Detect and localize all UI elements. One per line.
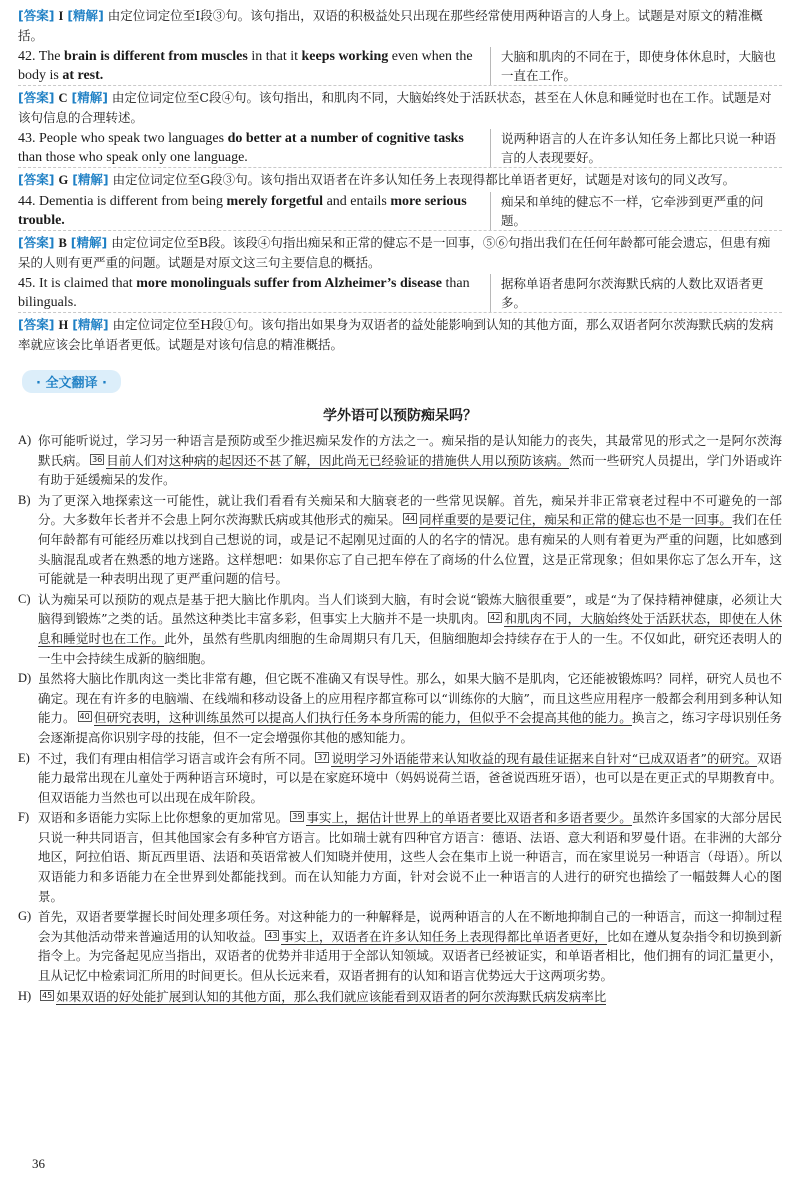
paragraph-label: E) xyxy=(18,750,30,765)
question-text: even when the body is xyxy=(18,49,473,83)
key-phrase: brain is different from muscles xyxy=(64,49,248,64)
analysis-tag: [ 精解 ] xyxy=(71,235,107,250)
paragraph-text xyxy=(38,491,782,589)
paragraph-label: G) xyxy=(18,909,32,924)
paragraph-sentence: 虽然许多国家的大部分居民只说一种共同语言，但其他国家会有多种官方语言。比如瑞士就有四种官方语言：德语、法语、意大利语和罗曼什语。在非洲的大部分地区，阿拉伯语、斯瓦西里语、法语和英语常被人们知晓并使用，这些人会在集市上说一种语言，而在家里说另一种语言（母语）。所以双语能力和多语能力在全世界到处都能找到。而在认知能力方面，针对会说不止一种语言的人进行的研究也描绘了一幅鼓舞人心的图景。 xyxy=(38,810,782,904)
paragraph-sentence: 首先，双语者要掌握长时间处理多项任务。对这种能力的一种解释是，说两种语言的人在不断地抑制自己的一种语言，而这一抑制过程会为其他活动带来普遍适用的认知收益。 xyxy=(38,909,782,944)
question-text: People who speak two languages xyxy=(39,131,228,146)
underlined-sentence: 同样重要的是要记住，痴呆和正常的健忘也不是一回事。 xyxy=(419,512,732,528)
question-chinese: 痴呆和单纯的健忘不一样，它牵涉到更严重的问题。 xyxy=(501,194,764,228)
question-number: 44. xyxy=(18,194,39,209)
translation-paragraph xyxy=(18,808,782,906)
underlined-sentence: 事实上，据估计世界上的单语者要比双语者和多语者要少。 xyxy=(306,810,632,826)
analysis-tag: [ 精解 ] xyxy=(67,8,103,23)
question-marker: 44 xyxy=(404,514,416,524)
translation-paragraph xyxy=(18,987,782,1007)
answer-line xyxy=(18,88,782,127)
analysis-text: 由定位词定位至H段①句。该句指出如果身为双语者的益处能影响到认知的其他方面，那么双语者阿尔茨海默氏病的发病率就应该会比单语者更低。试题是对该句信息的精准概括。 xyxy=(18,317,774,352)
question-marker: 40 xyxy=(79,712,90,722)
paragraph-sentence: 比如在遵从复杂指令和切换到新指令上。为完备起见应当指出，双语者的优势并非适用于全部认知领域。双语者已经被证实，和单语者相比，他们拥有的词汇量更小，且从记忆中检索词汇所用的时间更长。但从长远来看，双语者拥有的认知和语言优势远大于这两项劣势。 xyxy=(38,928,782,984)
paragraph-sentence: 换言之，练习字母识别任务会逐渐提高你识别字母的技能，但不一定会增强你其他的感知能力。 xyxy=(38,710,782,745)
key-phrase: merely forgetful xyxy=(226,194,324,209)
page-content xyxy=(18,6,782,1007)
answer-tag: [ 答案 ] xyxy=(18,172,54,187)
question-chinese: 大脑和肌肉的不同在于，即使身体休息时，大脑也一直在工作。 xyxy=(501,49,777,83)
underlined-sentence: 事实上，双语者在许多认知任务上表现得都比单语者更好， xyxy=(281,928,607,944)
underlined-sentence: 说明学习外语能带来认知收益的现有最佳证据来自针对“已成双语者”的研究。 xyxy=(331,750,757,766)
paragraph-sentence: 我们在任何年龄都有可能经历难以找到自己想说的词，或是记不起刚见过面的人的名字的情况。患有痴呆的人则有着更为严重的问题，比如感到头脑混乱或者在熟悉的地方迷路。这样想吧：如果你忘了自己把车停在了商场的什么位置，这是正常现象；但如果你忘了怎么开车，这可能就是一种表明出现了更严重问题的信号。 xyxy=(38,512,782,587)
answer-line xyxy=(18,315,782,354)
paragraph-label: H) xyxy=(18,988,32,1003)
question-english xyxy=(18,129,491,167)
page-number: 36 xyxy=(32,1156,45,1171)
paragraph-label: D) xyxy=(18,671,32,686)
question-marker: 36 xyxy=(92,454,103,464)
paragraph-label: B) xyxy=(18,492,31,507)
answer-tag: [ 答案 ] xyxy=(18,90,54,105)
question-marker: 42 xyxy=(490,613,501,623)
paragraph-text xyxy=(38,431,782,490)
analysis-text: 由定位词定位至C段④句。该句指出，和肌肉不同，大脑始终处于活跃状态，甚至在人休息和睡觉时也在工作。试题是对该句信息的合理转述。 xyxy=(18,90,772,125)
answer-tag: [ 答案 ] xyxy=(18,235,54,250)
question-row xyxy=(18,129,782,168)
answer-tag: [ 答案 ] xyxy=(18,317,54,332)
paragraph-text xyxy=(38,987,782,1007)
paragraph-sentence: 你可能听说过，学习另一种语言是预防或至少推迟痴呆发作的方法之一。痴呆指的是认知能力的丧失，其最常见的形式之一是阿尔茨海默氏病。 xyxy=(38,433,782,468)
section-label: · 全文翻译 · xyxy=(22,370,121,393)
answer-letter: G xyxy=(58,173,69,187)
paragraph-sentence: 不过，我们有理由相信学习语言或许会有所不同。 xyxy=(38,750,314,766)
key-phrase: do better at a number of cognitive tasks xyxy=(227,131,464,146)
paragraph-sentence: 为了更深入地探索这一可能性，就让我们看看有关痴呆和大脑衰老的一些常见误解。首先，痴呆并非正常衰老过程中不可避免的一部分。大多数年长者并不会患上阿尔茨海默氏病或其他形式的痴呆。 xyxy=(38,492,782,528)
question-chinese: 据称单语者患阿尔茨海默氏病的人数比双语者更多。 xyxy=(501,276,764,310)
translation-paragraph xyxy=(18,669,782,747)
paragraph-text xyxy=(38,669,782,747)
underlined-sentence: 如果双语的好处能扩展到认知的其他方面，那么我们就应该能看到双语者的阿尔茨海默氏病发病率比 xyxy=(56,988,607,1004)
question-english xyxy=(18,274,491,312)
translation-paragraph xyxy=(18,590,782,668)
translation-title: 学外语可以预防痴呆吗？ xyxy=(323,408,477,424)
paragraph-sentence: 双语能力最常出现在儿童处于两种语言环境时，可以是在家庭环境中（妈妈说荷兰语，爸爸说西班牙语），也可以是在更正式的早期教育中。但双语能力当然也可以出现在成年阶段。 xyxy=(38,750,782,805)
question-row xyxy=(18,47,782,86)
paragraph-text xyxy=(38,590,782,668)
underlined-sentence: 和肌肉不同，大脑始终处于活跃状态，即使在人休息和睡觉时也在工作。 xyxy=(38,611,782,646)
translation-paragraph xyxy=(18,907,782,985)
question-text: than bilinguals. xyxy=(18,276,470,310)
translation-paragraph xyxy=(18,491,782,589)
paragraph-sentence: 认为痴呆可以预防的观点是基于把大脑比作肌肉。当人们谈到大脑，有时会说“锻炼大脑很重要”，或是“为了保持精神健康，必须让大脑得到锻炼”之类的话。虽然这种类比丰富多彩，但事实上大脑并不是一块肌肉。 xyxy=(38,591,782,627)
paragraph-label: C) xyxy=(18,591,31,606)
question-row xyxy=(18,192,782,231)
answer-letter: H xyxy=(58,318,69,332)
question-number: 43. xyxy=(18,131,39,146)
key-phrase: at rest. xyxy=(62,68,104,83)
paragraph-label: A) xyxy=(18,433,32,447)
analysis-tag: [ 精解 ] xyxy=(72,172,108,187)
translation-paragraph xyxy=(18,749,782,808)
key-phrase: more serious trouble. xyxy=(18,194,467,228)
question-number: 45. xyxy=(18,276,39,291)
key-phrase: keeps working xyxy=(301,49,389,64)
question-marker: 43 xyxy=(267,930,278,940)
question-text: and entails xyxy=(323,194,391,209)
question-text: It is claimed that xyxy=(39,276,137,291)
answer-line xyxy=(18,6,782,45)
analysis-text: 由定位词定位至G段③句。该句指出双语者在许多认知任务上表现得都比单语者更好，试题是对该句的同义改写。 xyxy=(108,172,736,187)
question-number: 42. xyxy=(18,49,39,64)
analysis-text: 由定位词定位至B段。该段④句指出痴呆和正常的健忘不是一回事，⑤⑥句指出我们在任何年龄都可能会遗忘，但患有痴呆的人则有更严重的问题。试题是对原文这三句主要信息的概括。 xyxy=(18,235,771,270)
analysis-tag: [ 精解 ] xyxy=(71,90,107,105)
paragraph-sentence: 虽然将大脑比作肌肉这一类比非常有趣，但它既不准确又有误导性。那么，如果大脑不是肌肉，它还能被锻炼吗？同样，研究人员也不确定。现在有许多的电脑端、在线端和移动设备上的应用程序都宣称可以“训练你的大脑”，而且这些应用程序一般都会利用到多种认知能力。 xyxy=(38,671,782,726)
question-row xyxy=(18,274,782,313)
paragraph-sentence: 双语和多语能力实际上比你想象的更加常见。 xyxy=(38,810,289,826)
question-text: The xyxy=(38,49,65,64)
answer-tag: [ 答案 ] xyxy=(18,8,54,23)
answer-letter: I xyxy=(58,9,64,23)
answer-line xyxy=(18,170,782,190)
answer-letter: C xyxy=(58,91,68,105)
translation-paragraph xyxy=(18,431,782,490)
paragraph-text xyxy=(38,808,782,906)
question-marker: 37 xyxy=(317,752,328,762)
question-text: Dementia is different from being xyxy=(39,194,227,209)
answer-line xyxy=(18,233,782,272)
question-marker: 45 xyxy=(42,990,53,1000)
analysis-text: 由定位词定位至I段③句。该句指出，双语的积极益处只出现在那些经常使用两种语言的人身上。试题是对原文的精准概括。 xyxy=(18,8,763,43)
paragraph-sentence: 此外，虽然有些肌肉细胞的生命周期只有几天，但脑细胞却会持续存在于人的一生。不仅如此，研究还表明人的一生中会持续生成新的脑细胞。 xyxy=(38,630,782,666)
paragraph-text xyxy=(38,749,782,808)
question-text: than those who speak only one language. xyxy=(18,150,248,165)
answer-letter: B xyxy=(58,236,67,250)
question-marker: 39 xyxy=(292,812,303,822)
question-chinese: 说两种语言的人在许多认知任务上都比只说一种语言的人表现要好。 xyxy=(501,131,777,165)
analysis-tag: [ 精解 ] xyxy=(72,317,108,332)
paragraph-label: F) xyxy=(18,810,30,825)
underlined-sentence: 目前人们对这种病的起因还不甚了解，因此尚无已经验证的措施供人用以预防该病。 xyxy=(106,452,570,468)
paragraph-text xyxy=(38,907,782,985)
key-phrase: more monolinguals suffer from Alzheimer’s disease xyxy=(136,276,442,291)
question-english xyxy=(18,192,491,230)
question-english xyxy=(18,47,491,85)
question-text: in that it xyxy=(247,49,302,64)
paragraph-sentence: 然而一些研究人员提出，学门外语或许有助于延缓痴呆的发作。 xyxy=(38,452,782,488)
underlined-sentence: 但研究表明，这种训练虽然可以提高人们执行任务本身所需的能力，但似乎不会提高其他的能力。 xyxy=(93,710,632,726)
